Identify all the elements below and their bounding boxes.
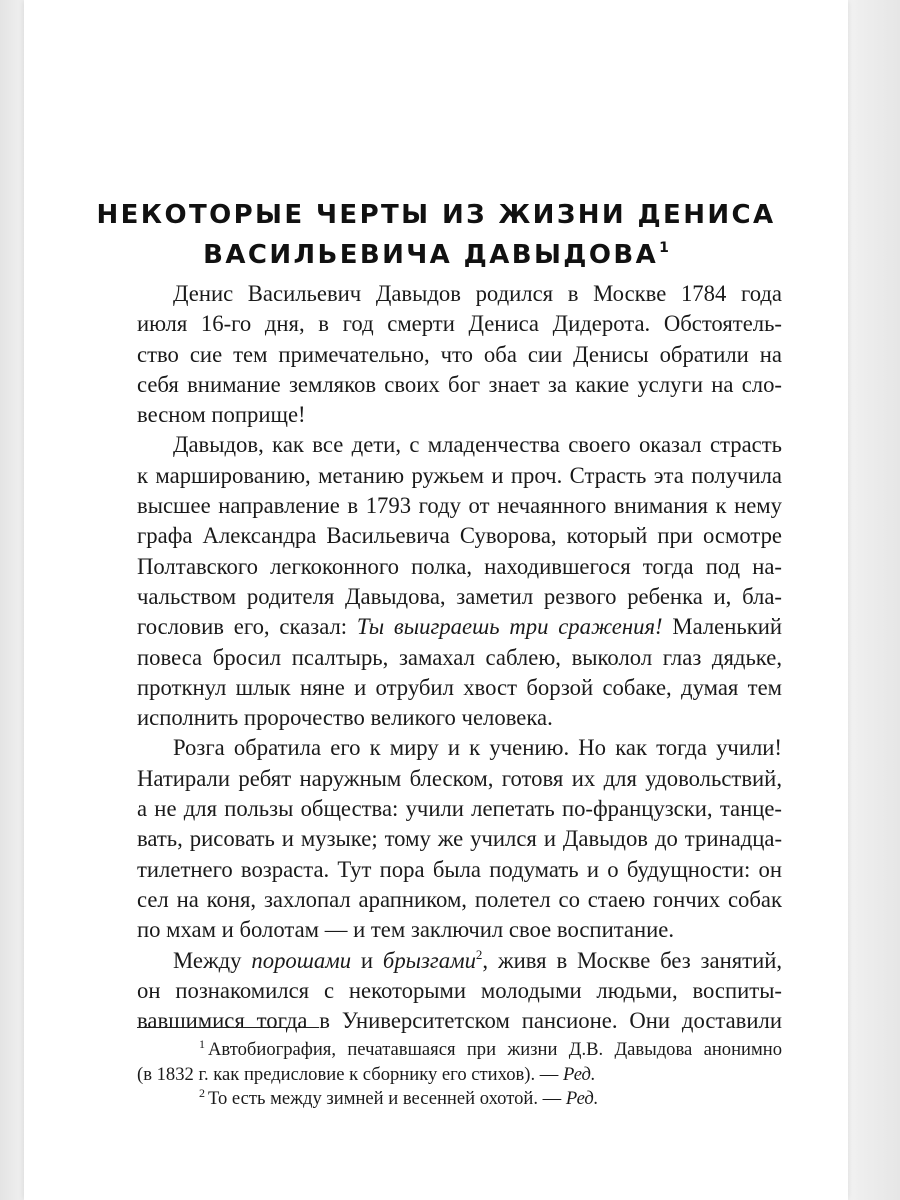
text-segment: и bbox=[360, 947, 374, 973]
footnote-text: То есть между зимней и весенней охотой. — bbox=[208, 1088, 562, 1109]
footnote-editor: Ред. bbox=[565, 1088, 599, 1109]
text-line bbox=[137, 612, 782, 642]
text-line: исполнить пророчество великого человека. bbox=[137, 705, 553, 731]
book-page bbox=[24, 0, 848, 1200]
text-line: по мхам и болотам — и тем заключил свое воспитание. bbox=[137, 917, 674, 943]
text-line: весном поприще! bbox=[137, 402, 306, 428]
text-line bbox=[137, 946, 782, 976]
text-line: вать, рисовать и музыке; тому же учился и Давыдов до тринадца- bbox=[137, 826, 782, 852]
text-line: Давыдов, как все дети, с младенчества своего оказал страсть bbox=[173, 432, 782, 458]
footnote-editor: Ред. bbox=[563, 1063, 596, 1085]
text-line: Денис Васильевич Давыдов родился в Москве 1784 года bbox=[173, 281, 782, 306]
body-text bbox=[137, 279, 782, 1036]
italic-term: порошами bbox=[251, 947, 352, 973]
italic-term: брызгами bbox=[382, 947, 476, 973]
text-line: сел на коня, захлопал арапником, полетел со стаею гончих собак bbox=[137, 886, 782, 912]
footnote-1 bbox=[137, 1038, 782, 1063]
title-text-1: НЕКОТОРЫЕ ЧЕРТЫ ИЗ ЖИЗНИ ДЕНИСА bbox=[96, 200, 776, 230]
italic-quote: Ты выиграешь три сражения! bbox=[356, 614, 663, 640]
text-segment: Маленький bbox=[672, 614, 783, 640]
footnote-divider bbox=[137, 1027, 319, 1028]
footnotes bbox=[137, 1038, 782, 1112]
text-line: себя внимание земляков своих бог знает за какие услуги на сло- bbox=[137, 371, 782, 397]
footnote-number: 1 bbox=[199, 1037, 205, 1051]
text-segment: Между bbox=[173, 947, 242, 973]
chapter-title-line-2 bbox=[24, 228, 848, 275]
text-line: Полтавского легкоконного полка, находившегося тогда под на- bbox=[137, 553, 782, 579]
text-line: а не для пользы общества: учили лепетать по-французски, танце- bbox=[137, 796, 782, 822]
text-segment: гословив его, сказал: bbox=[137, 614, 348, 640]
footnote-number: 2 bbox=[199, 1086, 205, 1100]
text-line: графа Александра Васильевича Суворова, который при осмотре bbox=[137, 523, 782, 549]
title-footnote-mark: 1 bbox=[659, 240, 669, 256]
text-line: он познакомился с некоторыми молодыми людьми, воспиты- bbox=[137, 977, 782, 1003]
text-line: проткнул шлык няне и отрубил хвост борзой собаке, думая тем bbox=[137, 674, 782, 700]
text-line: тилетнего возраста. Тут пора была подумать и о будущности: он bbox=[137, 856, 782, 882]
text-line: июля 16-го дня, в год смерти Дениса Дидерота. Обстоятель- bbox=[137, 311, 782, 337]
footnote-text: (в 1832 г. как предисловие к сборнику его стихов). — bbox=[137, 1063, 559, 1085]
title-text-2: ВАСИЛЬЕВИЧА ДАВЫДОВА bbox=[203, 240, 659, 270]
text-line: повеса бросил псалтырь, замахал саблею, выколол глаз дядьке, bbox=[137, 644, 782, 670]
footnote-mark-2: 2 bbox=[475, 946, 483, 962]
text-line: высшее направление в 1793 году от нечаянного внимания к нему bbox=[137, 493, 782, 519]
text-line: чальством родителя Давыдова, заметил резвого ребенка и, бла- bbox=[137, 583, 782, 609]
footnote-text: Автобиография, печатавшаяся при жизни Д.В. Давыдова анонимно bbox=[208, 1039, 782, 1060]
text-line: вавшимися тогда в Университетском пансионе. Они доставили bbox=[137, 1008, 782, 1034]
text-line: к маршированию, метанию ружьем и проч. Страсть эта получила bbox=[137, 462, 782, 488]
text-segment: , живя в Москве без занятий, bbox=[482, 947, 783, 973]
text-line: Розга обратила его к миру и к учению. Но как тогда учили! bbox=[173, 735, 782, 761]
text-line: ство сие тем примечательно, что оба сии Денисы обратили на bbox=[137, 341, 782, 367]
footnote-1-continued bbox=[137, 1063, 782, 1088]
text-line: Натирали ребят наружным блеском, готовя их для удовольствий, bbox=[137, 765, 782, 791]
footnote-2 bbox=[137, 1087, 782, 1112]
